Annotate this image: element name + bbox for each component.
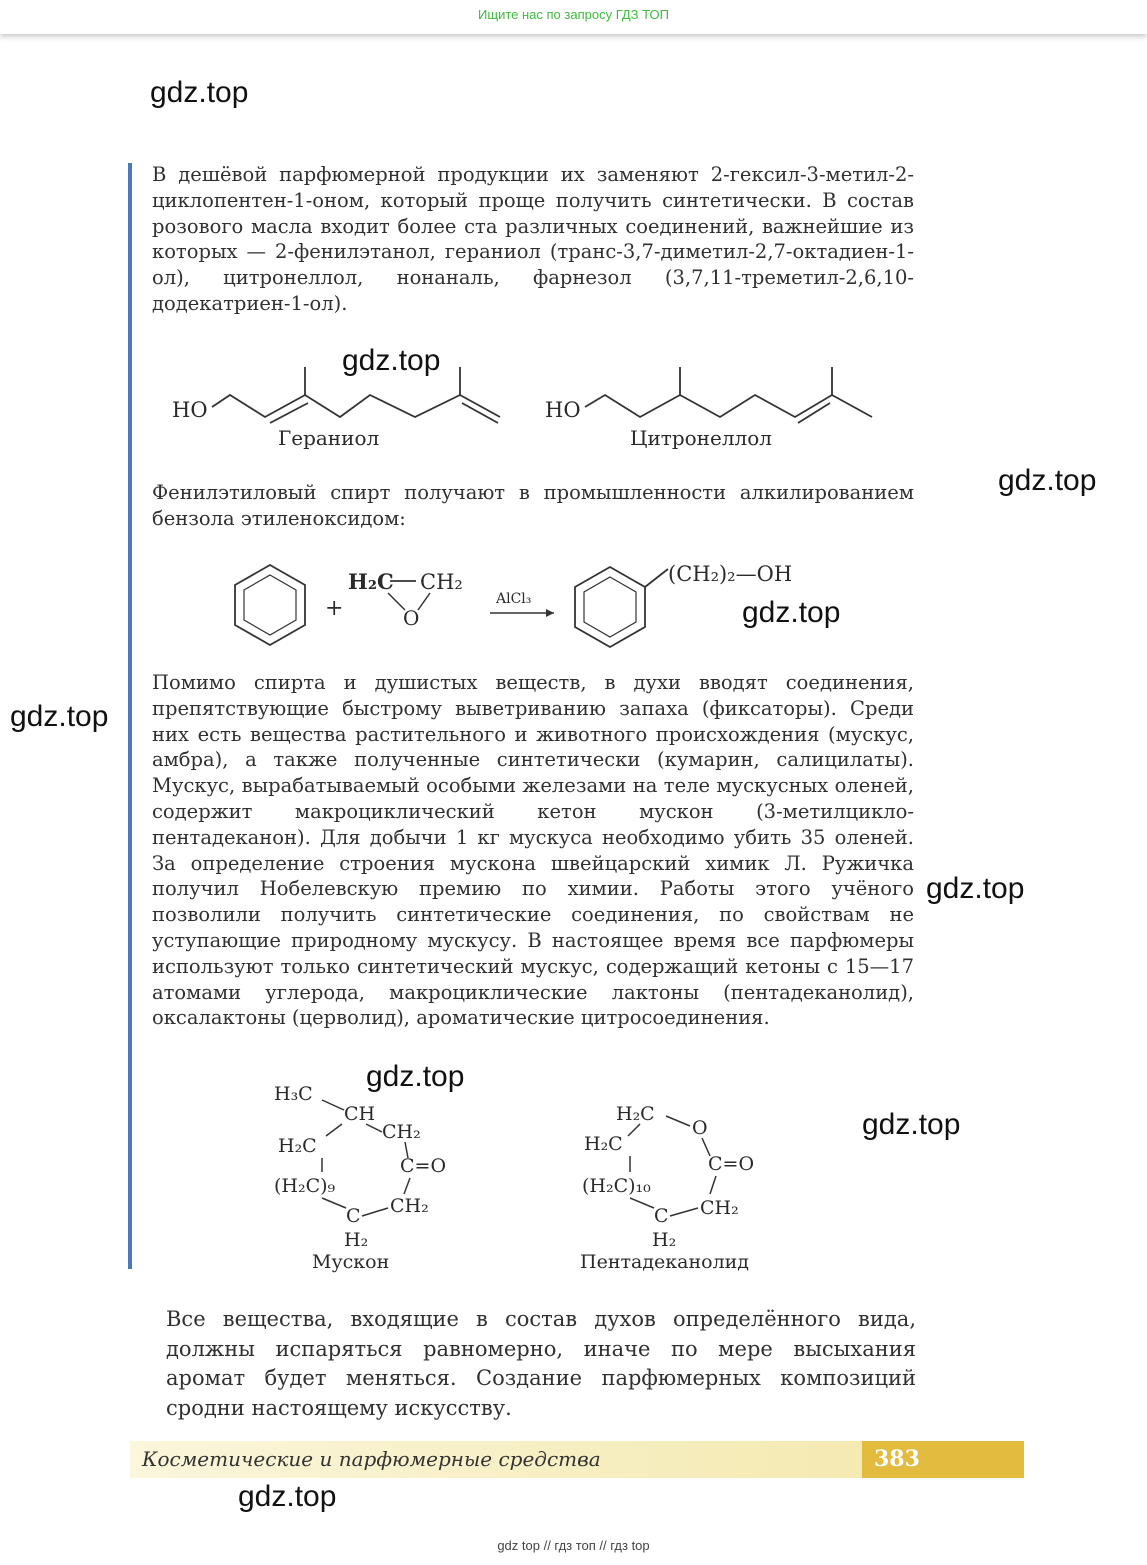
top-banner-text: Ищите нас по запросу ГДЗ ТОП [478, 7, 669, 22]
muscone-c: C [346, 1205, 361, 1227]
catalyst-label: AlCl₃ [496, 591, 532, 607]
pentadecanolide-h2c-left: H₂C [584, 1133, 623, 1155]
muscone-ch2-top: CH₂ [382, 1121, 421, 1143]
plus-sign: + [325, 596, 344, 621]
pentadecanolide-ch2: CH₂ [700, 1197, 739, 1219]
muscone-h2: H₂ [344, 1229, 369, 1251]
epoxide-left: H₂C [348, 569, 394, 594]
pentadecanolide-carbonyl: C=O [708, 1153, 755, 1175]
muscone-label: Мускон [312, 1251, 390, 1273]
structures-geraniol-citronellol [160, 355, 900, 455]
bottom-links[interactable]: gdz top // гдз топ // гдз top [497, 1538, 650, 1553]
watermark: gdz.top [862, 1108, 961, 1141]
paragraph-fixatives: Помимо спирта и душистых веществ, в духи вводят соединения, препятствующие быстрому выветриванию запаха (фиксаторы). Среди них есть вещества растительного и животного происхождения (мускус, амбра), а также полученные синтетически (кумарин, салицилаты). Мускус, вырабатываемый особыми железами на теле мускусных оленей, содержит макроциклический кетон мускон (3-метилцикло-пентадеканон). Для добычи 1 кг мускуса необходимо убить 35 оленей. За определение строения мускона швейцарский химик Л. Ружичка получил Нобелевскую премию по химии. Работы этого учёного позволили получить синтетические соединения, по свойствам не уступающие природному мускусу. В настоящее время все парфюмеры используют только синтетический мускус, содержащий кетоны с 15—17 атомами углерода, макроциклические лактоны (пентадеканолид), оксалактоны (церволид), ароматические цитросоединения. [152, 671, 914, 1030]
footer-title: Косметические и парфюмерные средства [142, 1447, 601, 1471]
top-banner [0, 0, 1147, 34]
watermark: gdz.top [238, 1480, 337, 1513]
muscone-carbonyl: C=O [400, 1155, 447, 1177]
product-chain: (CH₂)₂—OH [668, 562, 793, 586]
epoxide-right: CH₂ [420, 570, 463, 594]
citronellol-label: Цитронеллол [630, 426, 773, 450]
geraniol-ho: HO [172, 398, 208, 422]
pentadecanolide-h2: H₂ [652, 1229, 677, 1251]
page-footer [130, 1441, 1024, 1478]
watermark: gdz.top [742, 596, 841, 629]
structures-muscone-pentadecanolide [260, 1068, 820, 1278]
page-number: 383 [862, 1441, 1024, 1478]
pentadecanolide-h2c-top: H₂C [616, 1103, 655, 1125]
pentadecanolide-o: O [692, 1117, 708, 1139]
watermark: gdz.top [342, 344, 441, 377]
epoxide-oxygen: O [403, 606, 420, 630]
muscone-ch2-bottom: CH₂ [390, 1195, 429, 1217]
paragraph-rose-oil: В дешёвой парфюмерной продукции их заменяют 2-гексил-3-метил-2-циклопентен-1-оном, который проще получить синтетически. В состав розового масла входит более ста различных соединений, важнейшие из которых — 2-фенилэтанол, гераниол (транс-3,7-диметил-2,7-октадиен-1-ол), цитронеллол, нонаналь, фарнезол (3,7,11-треметил-2,6,10-додекатриен-1-ол). [152, 163, 914, 315]
watermark: gdz.top [998, 464, 1097, 497]
paragraph-phenylethyl: Фенилэтиловый спирт получают в промышленности алкилированием бензола этиленоксидом: [152, 481, 914, 530]
muscone-ch: CH [344, 1103, 376, 1125]
watermark: gdz.top [150, 76, 249, 109]
geraniol-label: Гераниол [278, 426, 380, 450]
pentadecanolide-h2c10: (H₂C)₁₀ [582, 1175, 651, 1197]
watermark: gdz.top [366, 1060, 465, 1093]
accent-line [128, 163, 132, 1269]
watermark: gdz.top [926, 872, 1025, 905]
paragraph-evaporation: Все вещества, входящие в состав духов определённого вида, должны испаряться равномерно, иначе по мере высыхания аромат будет меняться. Создание парфюмерных композиций сродни настоящему искусству. [166, 1307, 916, 1420]
pentadecanolide-label: Пентадеканолид [580, 1251, 749, 1273]
muscone-h2c-left: H₂C [278, 1135, 317, 1157]
watermark: gdz.top [10, 700, 109, 733]
citronellol-ho: HO [545, 398, 581, 422]
pentadecanolide-c: C [654, 1205, 669, 1227]
muscone-h3c: H₃C [274, 1083, 313, 1105]
muscone-h2c9: (H₂C)₉ [274, 1175, 336, 1197]
